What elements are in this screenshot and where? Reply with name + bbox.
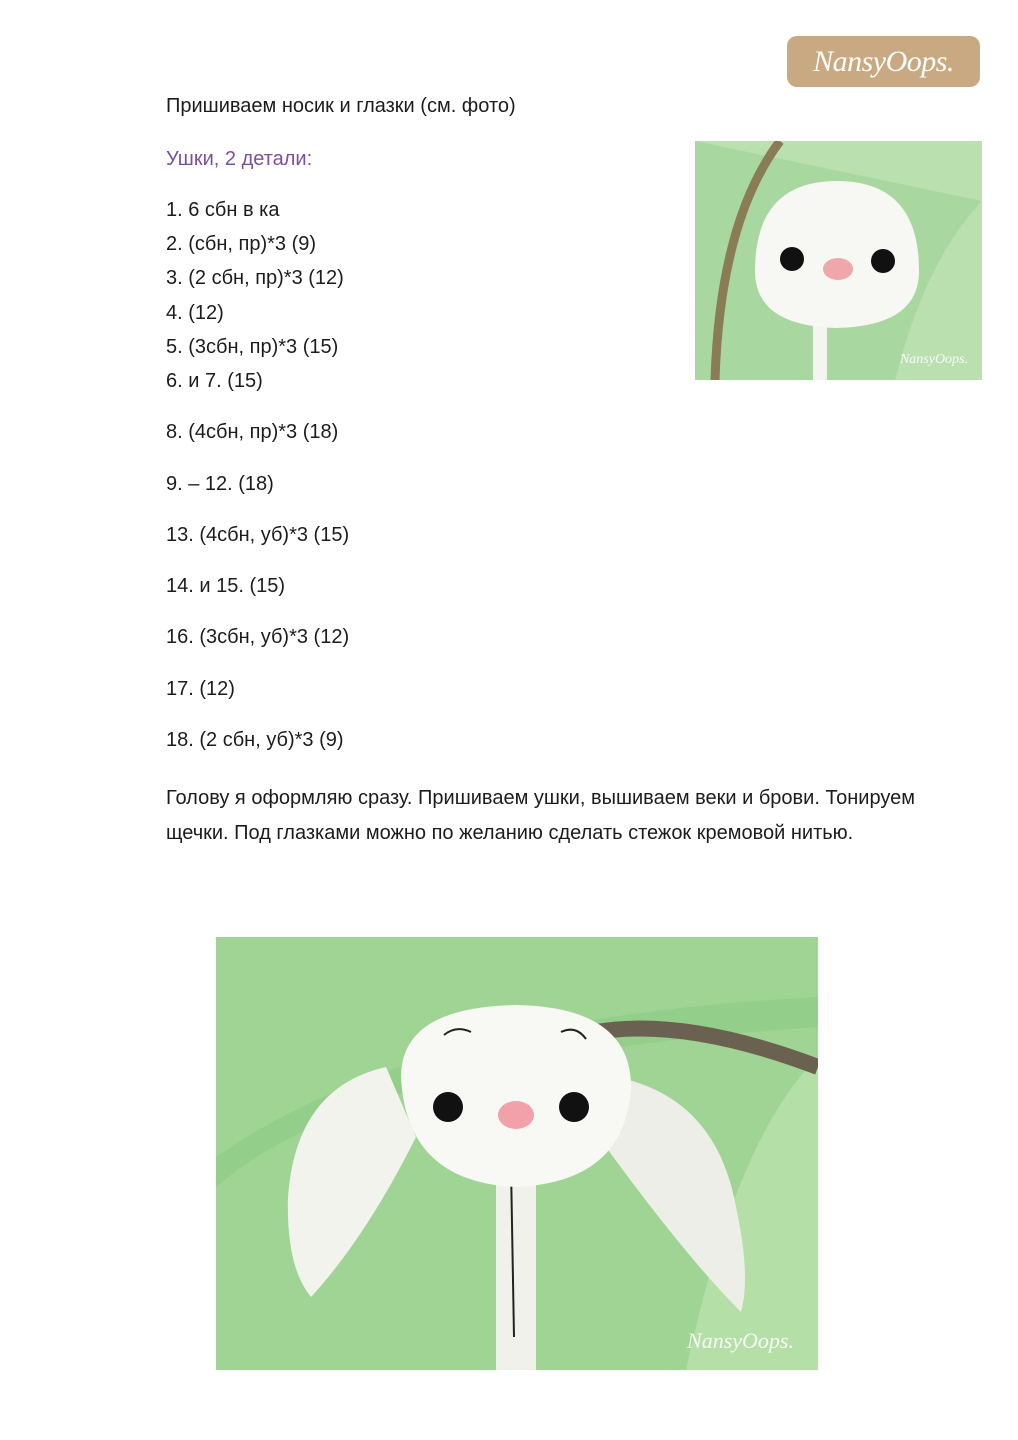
pattern-row: 6. и 7. (15): [166, 370, 263, 392]
pattern-row: 16. (3сбн, уб)*3 (12): [166, 626, 350, 648]
pattern-row: 18. (2 сбн, уб)*3 (9): [166, 729, 344, 751]
photo-watermark: NansyOops.: [899, 352, 968, 367]
instructions-paragraph: Голову я оформляю сразу. Пришиваем ушки, вышиваем веки и брови. Тонируем щечки. Под глазками можно по желанию сделать стежок кремовой нитью.: [166, 787, 916, 844]
brand-logo: NansyOops.: [787, 36, 980, 87]
pattern-row: 17. (12): [166, 678, 235, 700]
bunny-with-ears-photo: [216, 937, 818, 1370]
pattern-row: 13. (4сбн, уб)*3 (15): [166, 524, 350, 546]
bunny-head-photo: [695, 141, 982, 380]
pattern-row: 3. (2 сбн, пр)*3 (12): [166, 267, 344, 289]
pattern-row: 2. (сбн, пр)*3 (9): [166, 233, 317, 255]
pattern-row: 5. (3сбн, пр)*3 (15): [166, 336, 339, 358]
pattern-row: 8. (4сбн, пр)*3 (18): [166, 421, 339, 443]
photo-watermark: NansyOops.: [687, 1328, 794, 1353]
pattern-row: 4. (12): [166, 302, 224, 324]
section-heading: Ушки, 2 детали:: [166, 148, 313, 170]
pattern-row: 9. – 12. (18): [166, 473, 274, 495]
pattern-row: 14. и 15. (15): [166, 575, 286, 597]
pattern-row: 1. 6 сбн в ка: [166, 199, 280, 221]
intro-text: Пришиваем носик и глазки (см. фото): [166, 95, 516, 117]
